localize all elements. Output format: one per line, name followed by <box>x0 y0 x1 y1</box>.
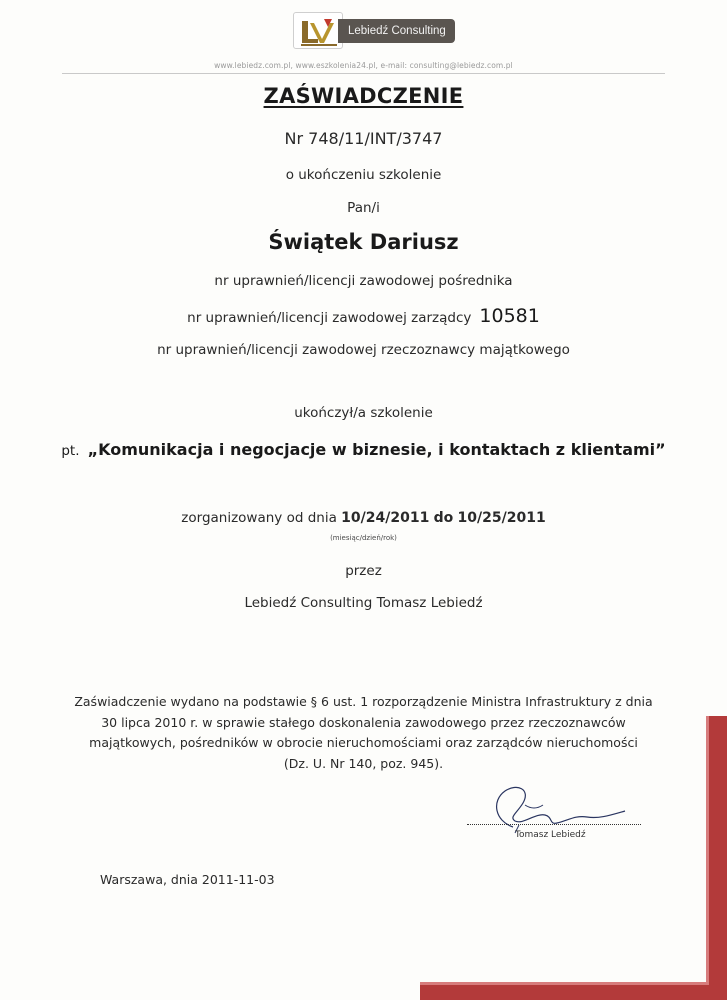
certificate-subtitle: o ukończeniu szkolenie <box>285 167 442 183</box>
organized-label: zorganizowany od dnia <box>181 510 337 526</box>
organizer: Lebiedź Consulting Tomasz Lebiedź <box>244 595 483 611</box>
recipient-name: Świątek Dariusz <box>268 230 459 254</box>
signatory-name: Tomasz Lebiedź <box>515 830 586 840</box>
logo-wordmark: Lebiedź Consulting <box>338 19 455 43</box>
license-appraiser-label: nr uprawnień/licencji zawodowej rzeczoznawcy majątkowego <box>157 342 570 358</box>
legal-line: Zaświadczenie wydano na podstawie § 6 ust. 1 rozporządzenie Ministra Infrastruktury z dnia <box>74 694 653 709</box>
legal-basis <box>0 692 727 774</box>
date-format-note: (miesiąc/dzień/rok) <box>330 534 397 542</box>
license-broker-label: nr uprawnień/licencji zawodowej pośrednika <box>214 273 513 289</box>
course-title: „Komunikacja i negocjacje w biznesie, i kontaktach z klientami” <box>87 440 666 459</box>
signature-line <box>467 824 641 825</box>
header-divider <box>62 73 665 74</box>
contact-line: www.lebiedz.com.pl, www.eszkolenia24.pl, e-mail: consulting@lebiedz.com.pl <box>214 61 513 70</box>
license-manager-value: 10581 <box>479 305 540 327</box>
company-logo <box>293 12 457 49</box>
course-title-row <box>0 440 727 459</box>
date-from: 10/24/2011 <box>341 510 430 526</box>
certificate-title: ZAŚWIADCZENIE <box>263 84 464 108</box>
license-manager-row <box>0 305 727 327</box>
date-to: 10/25/2011 <box>457 510 546 526</box>
legal-line: majątkowych, pośredników w obrocie nieruchomościami oraz zarządców nieruchomości <box>89 735 638 750</box>
license-manager-label: nr uprawnień/licencji zawodowej zarządcy <box>187 310 472 326</box>
legal-line: 30 lipca 2010 r. w sprawie stałego doskonalenia zawodowego przez rzeczoznawców <box>101 714 626 730</box>
handwritten-signature <box>465 775 645 835</box>
place-and-date: Warszawa, dnia 2011-11-03 <box>100 872 275 887</box>
logo-emblem-icon <box>294 13 344 50</box>
completed-text: ukończył/a szkolenie <box>294 405 433 421</box>
date-to-label: do <box>433 510 454 526</box>
decorative-border-right <box>709 716 727 1000</box>
certificate-number: Nr 748/11/INT/3747 <box>284 129 443 148</box>
legal-line: (Dz. U. Nr 140, poz. 945). <box>283 755 444 771</box>
salutation: Pan/i <box>347 200 380 216</box>
training-dates <box>0 510 727 526</box>
course-prefix: pt. <box>61 443 80 459</box>
logo-mark <box>293 12 343 49</box>
by-label: przez <box>345 563 382 579</box>
decorative-border-bottom <box>420 985 727 1000</box>
